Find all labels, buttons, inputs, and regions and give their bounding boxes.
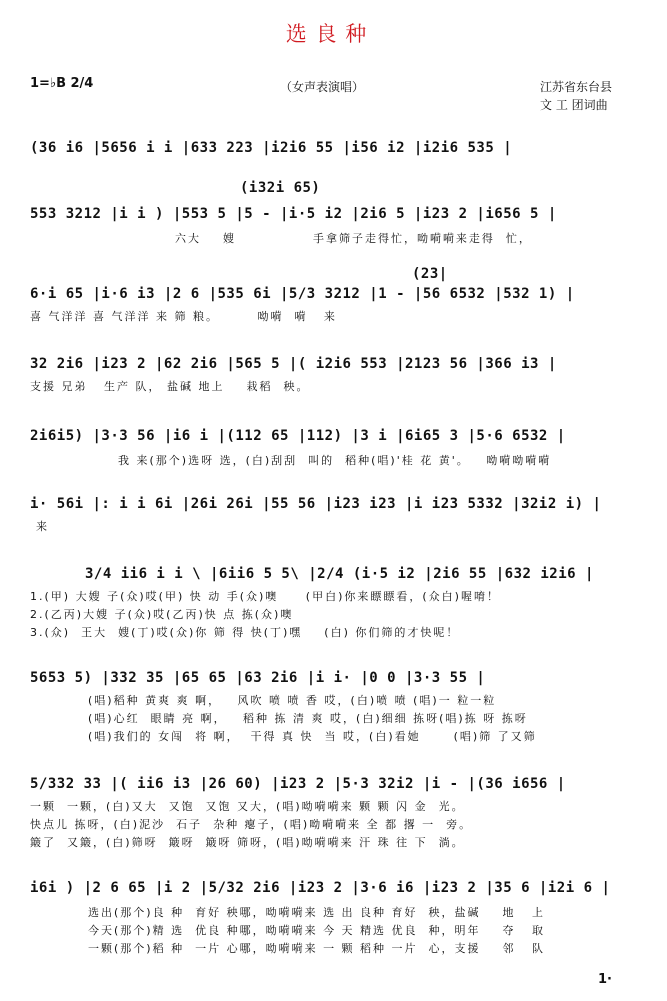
lyric-line-7b: 2.(乙丙)大嫂 子(众)哎(乙丙)快 点 拣(众)噢 [30,608,294,621]
lyric-line-8b: (唱)心红 眼睛 亮 啊， 稻种 拣 清 爽 哎，(白)细细 拣呀(唱)拣 呀 拣呀 [88,712,528,725]
lyric-line-3: 喜 气洋洋 喜 气洋洋 来 筛 粮。 呦嗬 嗬 来 [30,310,337,323]
lyric-line-9c: 簸了 又簸，(白)筛呀 簸呀 簸呀 筛呀，(唱)呦嗬嗬来 汗 珠 往 下 淌。 [30,836,465,849]
lyric-line-9a: 一颗 一颗，(白)又大 又饱 又饱 又大，(唱)呦嗬嗬来 颗 颗 闪 金 光。 [30,800,465,813]
lyric-line-10b: 今天(那个)精 选 优良 种哪，呦嗬嗬来 今 天 精选 优良 种，明年 夺 取 [88,924,546,937]
notation-line-5: 2i6i5) |3·3 56 |i6 i |(112 65 |112) |3 i |6i65 3 |5·6 6532 | [30,428,566,444]
lyric-line-9b: 快点儿 拣呀，(白)泥沙 石子 杂种 瘪子，(唱)呦嗬嗬来 全 都 撂 一 旁。 [30,818,473,831]
notation-upper-2: (i32i 65) [240,180,321,196]
notation-line-3: 6·i 65 |i·6 i3 |2 6 |535 6i |5/3 3212 |1 - |56 6532 |532 1) | [30,286,575,302]
notation-line-6: i· 56i |: i i 6i |26i 26i |55 56 |i23 i23 |i i23 5332 |32i2 i) | [30,496,602,512]
lyric-line-4: 支援 兄弟 生产 队， 盐碱 地上 栽稻 秧。 [30,380,310,393]
notation-line-4: 32 2i6 |i23 2 |62 2i6 |565 5 |( i2i6 553 |2123 56 |366 i3 | [30,356,557,372]
notation-line-8: 5653 5) |332 35 |65 65 |63 2i6 |i i· |0 0 |3·3 55 | [30,670,486,686]
lyric-line-8c: (唱)我们的 女闯 将 啊， 干得 真 快 当 哎，(白)看她 (唱)筛 了又筛 [88,730,537,743]
page-number: 1· [598,972,612,987]
performance-note: （女声表演唱） [280,80,365,94]
lyric-line-10c: 一颗(那个)稻 种 一片 心哪，呦嗬嗬来 一 颗 稻种 一片 心，支援 邻 队 [88,942,546,955]
origin-credit: 江苏省东台县 [540,80,613,94]
lyric-line-7a: 1.(甲) 大嫂 子(众)哎(甲) 快 动 手(众)噢 (甲白)你来瞟瞟看，(众白)喔唷！ [30,590,500,603]
notation-line-10: i6i ) |2 6 65 |i 2 |5/32 2i6 |i23 2 |3·6 i6 |i23 2 |35 6 |i2i 6 | [30,880,611,896]
notation-line-9: 5/332 33 |( ii6 i3 |26 60) |i23 2 |5·3 32i2 |i - |(36 i656 | [30,776,566,792]
notation-upper-3: (23| [412,266,448,282]
lyric-line-2: 六大 嫂 手拿筛子走得忙，呦嗬嗬来走得 忙， [175,232,532,245]
lyric-line-8a: (唱)稻种 黄爽 爽 啊， 风吹 喷 喷 香 哎，(白)喷 喷 (唱)一 粒一粒 [88,694,497,707]
song-title: 选良种 [285,22,376,46]
notation-line-2: 553 3212 |i i ) |553 5 |5 - |i·5 i2 |2i6 5 |i23 2 |i656 5 | [30,206,557,222]
lyric-line-5: 我 来(那个)选呀 选，(白)刮刮 叫的 稻种(唱)'桂 花 黄'。 呦嗬呦嗬嗬 [118,454,552,467]
notation-line-1: (36 i6 |5656 i i |633 223 |i2i6 55 |i56 i2 |i2i6 535 | [30,140,513,156]
key-signature: 1=♭B 2/4 [30,76,94,91]
lyric-line-7c: 3.(众) 王大 嫂(丁)哎(众)你 筛 得 快(丁)嘿 (白) 你们筛的才快呢！ [30,626,460,639]
lyric-line-10a: 选出(那个)良 种 育好 秧哪，呦嗬嗬来 选 出 良种 育好 秧，盐碱 地 上 [88,906,546,919]
author-credit: 文 工 团词曲 [540,98,608,112]
notation-line-7: 3/4 ii6 i i \ |6ii6 5 5\ |2/4 (i·5 i2 |2i6 55 |632 i2i6 | [85,566,594,582]
lyric-line-6: 来 [36,520,49,533]
